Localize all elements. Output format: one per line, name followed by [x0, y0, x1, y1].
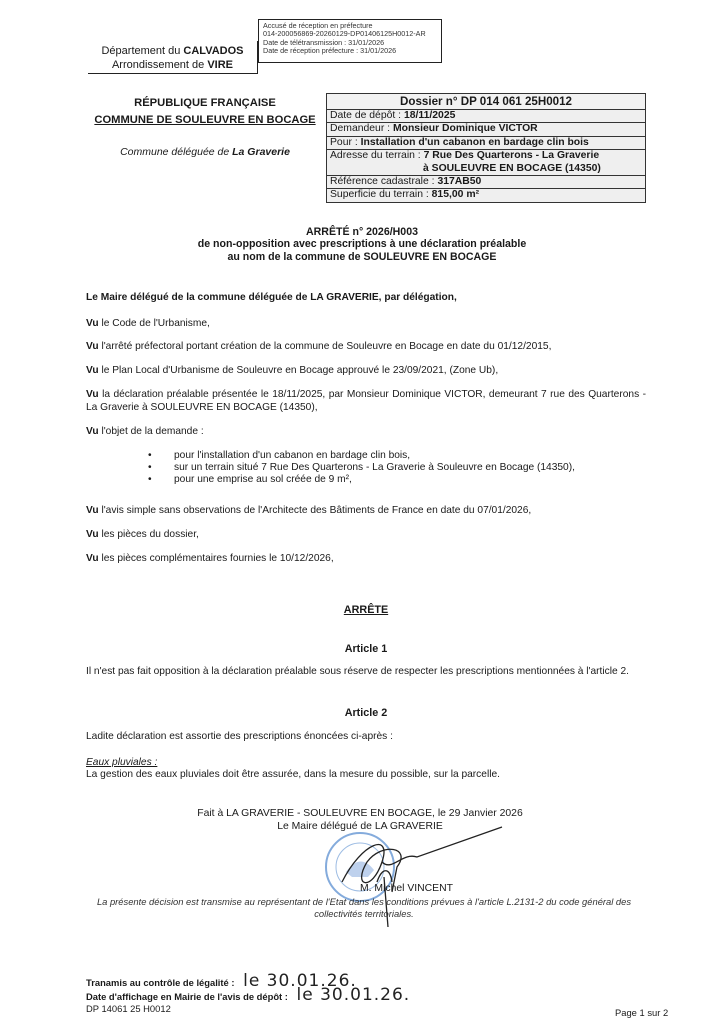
vu-item — [86, 341, 646, 354]
vu-word: Vu — [86, 426, 99, 437]
dossier-title: Dossier n° DP 014 061 25H0012 — [327, 94, 645, 109]
row-value-2: à SOULEUVRE EN BOCAGE (14350) — [423, 162, 601, 174]
vu-text: l'arrêté préfectoral portant création de la commune de Souleuvre en Bocage en date du 01/12/2015, — [98, 341, 552, 352]
bullet-item: • pour l'installation d'un cabanon en bardage clin bois, — [148, 450, 678, 462]
dossier-row-purpose — [327, 136, 645, 149]
dossier-row-area — [327, 188, 645, 201]
vu-word: Vu — [86, 389, 99, 400]
prescription-subheading: Eaux pluviales : — [86, 757, 158, 768]
republic-title: RÉPUBLIQUE FRANÇAISE — [134, 97, 276, 109]
article-2-text: Ladite déclaration est assortie des prescriptions énoncées ci-après : — [86, 731, 393, 742]
reception-line-4: Date de réception préfecture : 31/01/2026 — [263, 46, 397, 56]
vu-word: Vu — [86, 318, 99, 329]
arrete-number: ARRÊTÉ n° 2026/H003 — [306, 226, 418, 238]
vu-text: les pièces du dossier, — [98, 529, 199, 540]
vu-item — [86, 389, 646, 414]
vu-item — [86, 318, 646, 331]
bullet-item: • sur un terrain situé 7 Rue Des Quarterons - La Graverie à Souleuvre en Bocage (14350), — [148, 462, 678, 474]
request-bullets — [148, 450, 678, 486]
article-1-text: Il n'est pas fait opposition à la déclaration préalable sous réserve de respecter les prescriptions mentionnées à l'article 2. — [86, 666, 629, 677]
footer-reference: DP 14061 25 H0012 — [86, 1003, 171, 1014]
posting-label: Date d'affichage en Mairie de l'avis de dépôt : — [86, 991, 291, 1002]
arrete-heading: ARRÊTE — [343, 604, 389, 616]
vu-item — [86, 426, 646, 439]
mayor-line — [86, 292, 646, 305]
reception-acknowledgement-box — [258, 19, 442, 63]
mayor-text: Le Maire délégué de la commune déléguée de LA GRAVERIE, par délégation, — [86, 292, 457, 303]
prescription-text: La gestion des eaux pluviales doit être assurée, dans la mesure du possible, sur la parcelle. — [86, 769, 500, 780]
arrete-subtitle-2: au nom de la commune de SOULEUVRE EN BOCAGE — [227, 250, 497, 263]
vu-item — [86, 529, 646, 542]
row-value: 18/11/2025 — [403, 110, 456, 121]
arrondissement-prefix: Arrondissement de — [111, 59, 208, 71]
row-value: Installation d'un cabanon en bardage clin bois — [360, 136, 589, 148]
posting-date-line — [86, 985, 411, 1005]
legality-date-handwritten: le 30.01.26. — [243, 971, 357, 991]
reception-line-3: Date de télétransmission : 31/01/2026 — [263, 37, 385, 47]
dossier-row-applicant — [327, 122, 645, 135]
bullet-item: • pour une emprise au sol créée de 9 m², — [148, 474, 678, 486]
row-value: 7 Rue Des Quarterons - La Graverie — [423, 150, 600, 162]
signer-name: M. Michel VINCENT — [360, 883, 453, 894]
posting-date-handwritten: le 30.01.26. — [296, 985, 411, 1005]
vu-item — [86, 365, 646, 378]
reception-line-1: Accusé de réception en préfecture — [263, 21, 373, 30]
delegated-name: La Graverie — [232, 146, 290, 158]
page-number: Page 1 sur 2 — [615, 1007, 669, 1018]
vu-text: le Code de l'Urbanisme, — [98, 318, 210, 329]
arrete-subtitle-1: de non-opposition avec prescriptions à une déclaration préalable — [197, 238, 527, 251]
dossier-row-date — [327, 109, 645, 122]
delegated-prefix: Commune déléguée de — [120, 146, 233, 158]
article-1-title: Article 1 — [344, 643, 388, 655]
reception-line-2: 014-200056869-20260129-DP01406125H0012-AR — [263, 29, 426, 39]
vu-word: Vu — [86, 365, 99, 376]
republic-header — [90, 95, 320, 129]
vu-text: la déclaration préalable présentée le 18/11/2025, par Monsieur Dominique VICTOR, demeurant 7 rue des Quarterons - La Graverie à SOULEUVRE EN BOCAGE (14350), — [86, 389, 646, 413]
transmission-note: La présente décision est transmise au représentant de l'Etat dans les conditions prévues à l'article L.2131-2 du code général des collectivités territoriales. — [96, 896, 632, 919]
commune-title: COMMUNE DE SOULEUVRE EN BOCAGE — [94, 114, 316, 126]
vu-text: l'avis simple sans observations de l'Architecte des Bâtiments de France en date du 07/01/2026, — [98, 505, 532, 516]
arrondissement-name: VIRE — [207, 59, 234, 71]
place-date: Fait à LA GRAVERIE - SOULEUVRE EN BOCAGE, le 29 Janvier 2026 — [197, 808, 523, 819]
vu-text: les pièces complémentaires fournies le 10/12/2026, — [98, 553, 334, 564]
row-label: Date de dépôt : — [330, 110, 404, 121]
department-box — [88, 41, 258, 74]
footer-block — [86, 971, 411, 1015]
row-value: 317AB50 — [437, 176, 482, 188]
vu-item — [86, 553, 646, 566]
legality-label: Tranamis au contrôle de légalité : — [86, 977, 238, 988]
arrondissement-line — [88, 58, 257, 72]
department-prefix: Département du — [101, 45, 184, 57]
department-line — [88, 44, 257, 58]
article-2-title: Article 2 — [344, 707, 388, 719]
vu-word: Vu — [86, 505, 99, 516]
vu-word: Vu — [86, 529, 99, 540]
row-label: Référence cadastrale : — [330, 176, 438, 188]
signer-role: Le Maire délégué de LA GRAVERIE — [277, 820, 443, 832]
row-label: Pour : — [330, 136, 361, 148]
department-name: CALVADOS — [183, 45, 244, 57]
vu-word: Vu — [86, 553, 99, 564]
prescription-heading — [86, 757, 646, 770]
row-value: Monsieur Dominique VICTOR — [392, 123, 538, 135]
vu-item — [86, 505, 646, 518]
dossier-row-address — [327, 149, 645, 175]
delegated-commune — [90, 146, 320, 158]
row-label: Adresse du terrain : — [330, 150, 424, 162]
dossier-table — [326, 93, 646, 203]
row-label: Demandeur : — [330, 123, 393, 135]
vu-text: l'objet de la demande : — [98, 426, 204, 437]
arrete-title-block — [110, 226, 614, 263]
vu-text: le Plan Local d'Urbanisme de Souleuvre en Bocage approuvé le 23/09/2021, (Zone Ub), — [98, 365, 499, 376]
dossier-row-cadastral — [327, 175, 645, 188]
vu-word: Vu — [86, 341, 99, 352]
row-label: Superficie du terrain : — [330, 189, 432, 201]
row-value: 815,00 m² — [431, 189, 480, 201]
